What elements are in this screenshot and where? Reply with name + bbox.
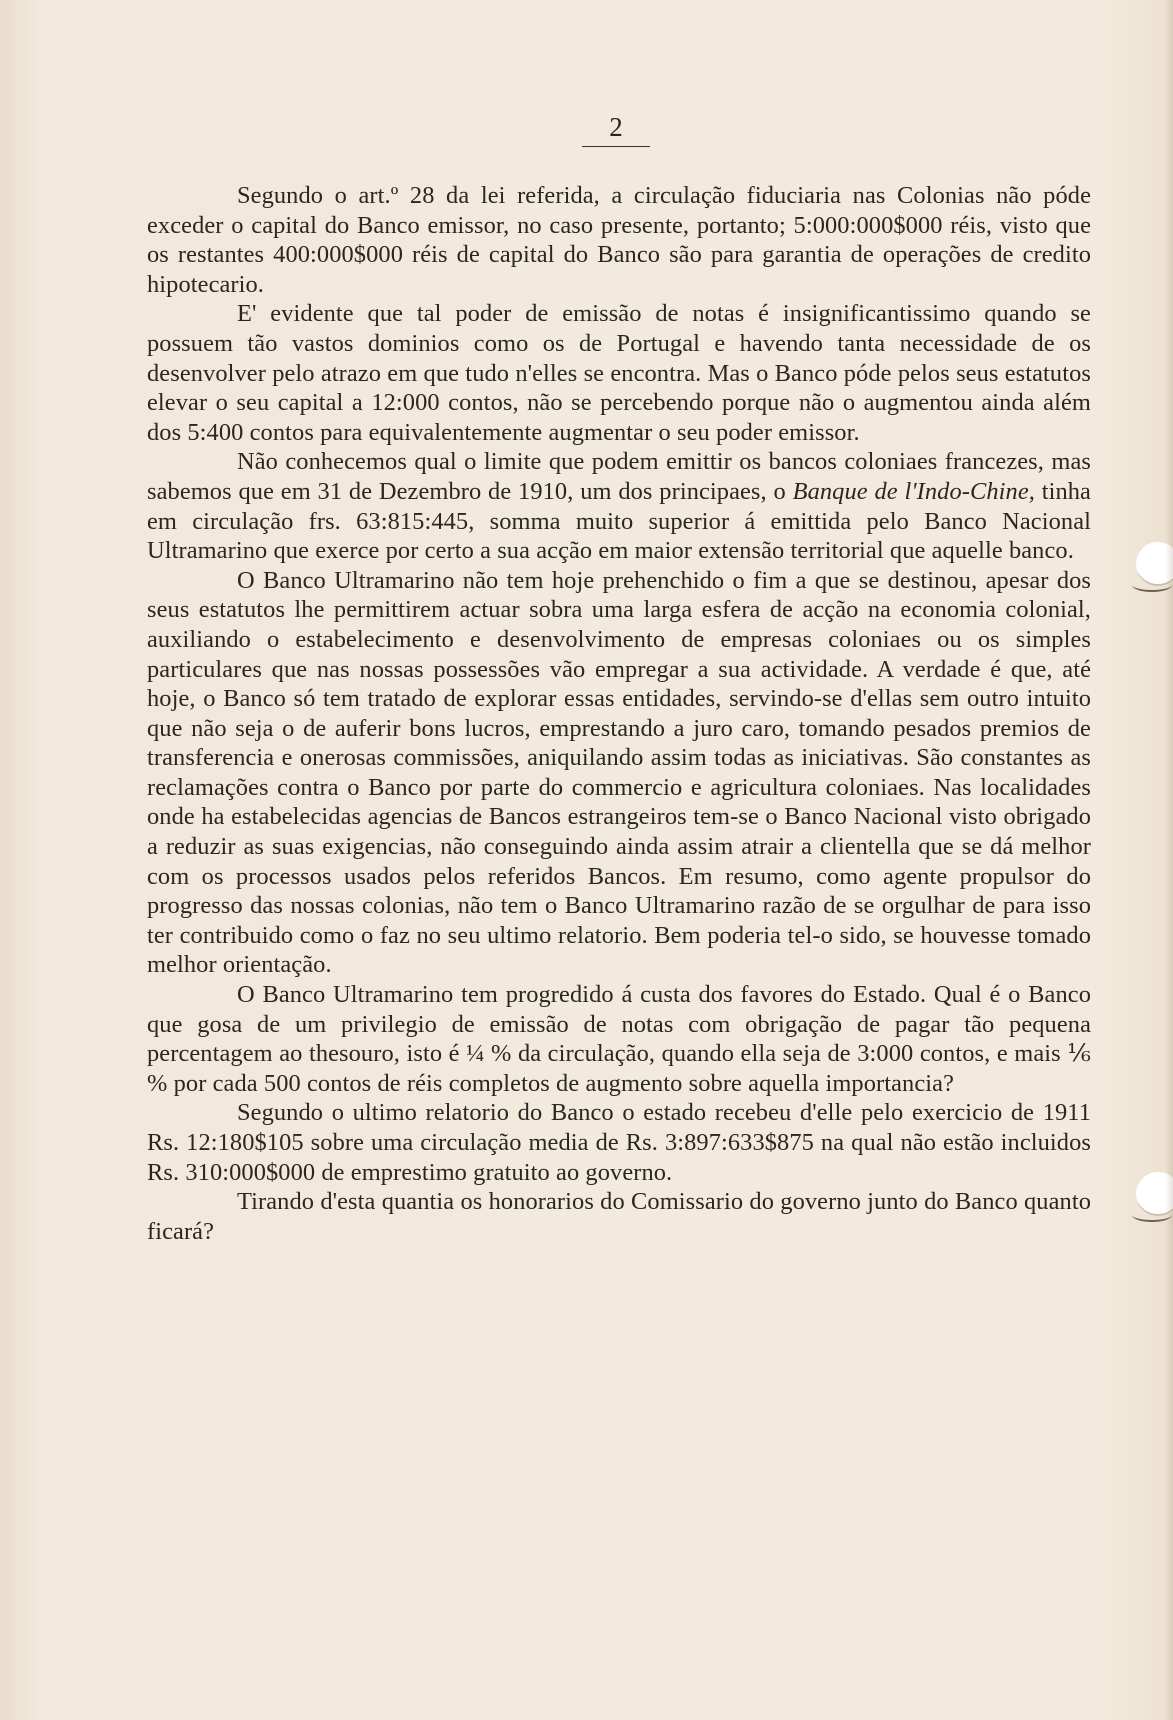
paragraph-3-tail: tinha em circulação frs. 63:815:445, somma muito superior á emittida pelo Banco Nacional Ultramarino que exerce por certo a sua acção em maior extensão territorial que aquelle banco. xyxy=(147,477,1091,565)
paragraph-4: O Banco Ultramarino não tem hoje prehenchido o fim a que se destinou, apesar dos seus estatutos lhe permittirem actuar sobra uma larga esfera de acção na economia colonial, auxiliando o estabelecimento e desenvolvimento de empresas coloniaes ou os simples particulares que nas nossas possessões vão empregar a sua actividade. A verdade é que, até hoje, o Banco só tem tratado de explorar essas entidades, servindo-se d'ellas sem outro intuito que não seja o de auferir bons lucros, emprestando a juro caro, tomando pesados premios de transferencia e onerosas commissões, aniquilando assim todas as iniciativas. São constantes as reclamações contra o Banco por parte do commercio e agricultura coloniaes. Nas localidades onde ha estabelecidas agencias de Bancos estrangeiros tem-se o Banco Nacional visto obrigado a reduzir as suas exigencias, não conseguindo ainda assim atrair a clientella que se dá melhor com os processos usados pelos referidos Bancos. Em resumo, como agente propulsor do progresso das nossas colonias, não tem o Banco Ultramarino razão de se orgulhar de para isso ter contribuido como o faz no seu ultimo relatorio. Bem poderia tel-o sido, se houvesse tomado melhor orientação. xyxy=(147,566,1091,979)
paragraph-7: Tirando d'esta quantia os honorarios do Comissario do governo junto do Banco quanto ficará? xyxy=(147,1188,1091,1245)
paragraph-6: Segundo o ultimo relatorio do Banco o estado recebeu d'elle pelo exercicio de 1911 Rs. 12:180$105 sobre uma circulação media de Rs. 3:897:633$875 na qual não estão incluidos Rs. 310:000$000 de emprestimo gratuito ao governo. xyxy=(147,1099,1091,1186)
paragraph-3 xyxy=(147,447,1091,565)
paragraph-2: E' evidente que tal poder de emissão de notas é insignificantissimo quando se possuem tão vastos dominios como os de Portugal e havendo tanta necessidade de os desenvolver pelo atrazo em que tudo n'elles se encontra. Mas o Banco póde pelos seus estatutos elevar o seu capital a 12:000 contos, não se percebendo porque não o augmentou ainda além dos 5:400 contos para equivalentemente augmentar o seu poder emissor. xyxy=(147,300,1091,446)
paragraph-1: Segundo o art.º 28 da lei referida, a circulação fiduciaria nas Colonias não póde exceder o capital do Banco emissor, no caso presente, portanto; 5:000:000$000 réis, visto que os restantes 400:000$000 réis de capital do Banco são para garantia de operações de credito hipotecario. xyxy=(147,182,1091,298)
page-number: 2 xyxy=(582,112,650,147)
page-edge-shadow xyxy=(1165,0,1173,1720)
bank-name-italic: Banque de l'Indo-Chine, xyxy=(792,477,1035,505)
paragraph-3-lead: Não conhecemos qual o limite que podem emittir os bancos coloniaes francezes, mas sabemos que em 31 de Dezembro de 1910, um dos principaes, o xyxy=(147,448,1091,505)
body-text xyxy=(147,181,1091,1246)
paragraph-5: O Banco Ultramarino tem progredido á custa dos favores do Estado. Qual é o Banco que gosa de um privilegio de emissão de notas com obrigação de pagar tão pequena percentagem ao thesouro, isto é ¼ % da circulação, quando ella seja de 3:000 contos, e mais ⅙ % por cada 500 contos de réis completos de augmento sobre aquella importancia? xyxy=(147,981,1091,1097)
